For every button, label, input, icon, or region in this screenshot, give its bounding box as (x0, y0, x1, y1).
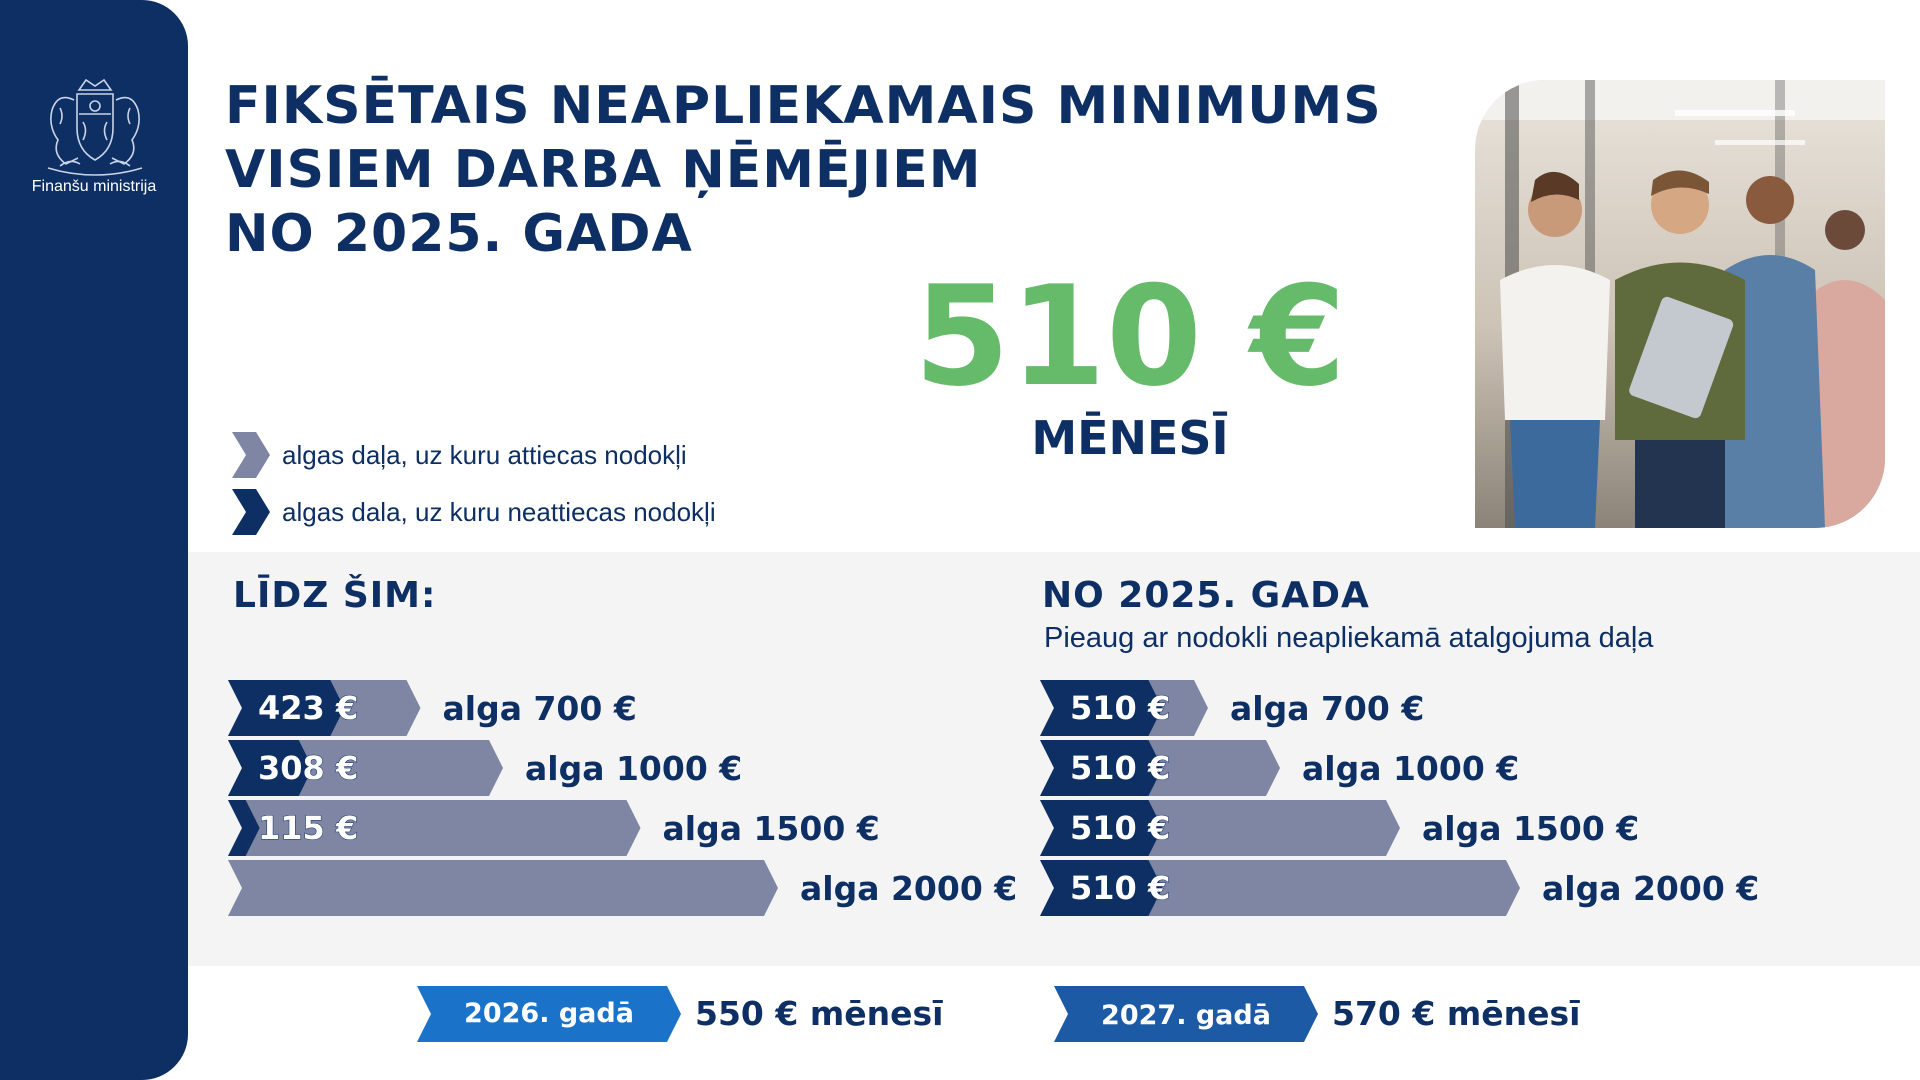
left-bar-value-1: 308 € (258, 749, 359, 787)
legend-item-untaxed (230, 489, 716, 535)
left-bar-category-0: alga 700 € (442, 689, 637, 728)
future-2027 (1054, 986, 1594, 1042)
right-bar-category-1: alga 1000 € (1302, 749, 1520, 788)
future-2026-year: 2026. gadā (464, 998, 634, 1029)
title-line-3: NO 2025. GADA (225, 204, 693, 264)
left-bar-value-2: 115 € (258, 809, 359, 847)
chart-right-title: NO 2025. GADA (1042, 575, 1370, 616)
left-bar-value-0: 423 € (258, 689, 359, 727)
right-bar-value-1: 510 € (1070, 749, 1171, 787)
left-bar-taxed-3 (228, 860, 778, 916)
right-bar-category-3: alga 2000 € (1542, 869, 1760, 908)
legend-label-taxed: algas daļa, uz kuru attiecas nodokļi (282, 439, 687, 470)
chevron-dark-icon (230, 489, 272, 535)
ministry-name: Finanšu ministrija (31, 178, 157, 195)
left-bar-category-1: alga 1000 € (525, 749, 743, 788)
team-photo-illustration (1475, 80, 1885, 528)
highlight-amount: 510 € (913, 256, 1347, 417)
left-bar-category-3: alga 2000 € (800, 869, 1018, 908)
chart-left (228, 680, 1108, 940)
coat-of-arms-icon (30, 70, 160, 178)
title-line-2: VISIEM DARBA ŅĒMĒJIEM (225, 140, 982, 200)
chart-right-subtitle: Pieaug ar nodokli neapliekamā atalgojuma daļa (1044, 622, 1654, 654)
team-photo (1475, 80, 1885, 528)
future-2026 (417, 986, 957, 1042)
chevron-light-icon (230, 432, 272, 478)
page-title (225, 74, 1382, 266)
future-2026-value: 550 € mēnesī (695, 994, 944, 1033)
right-bar-value-3: 510 € (1070, 869, 1171, 907)
chart-right (1040, 680, 1920, 940)
future-2027-value: 570 € mēnesī (1332, 994, 1581, 1033)
left-bar-category-2: alga 1500 € (662, 809, 880, 848)
future-2027-year: 2027. gadā (1101, 1000, 1271, 1031)
right-bar-value-0: 510 € (1070, 689, 1171, 727)
right-bar-category-0: alga 700 € (1230, 689, 1425, 728)
title-line-1: FIKSĒTAIS NEAPLIEKAMAIS MINIMUMS (225, 76, 1382, 136)
highlight-unit: MĒNESĪ (1031, 411, 1229, 465)
chart-left-title: LĪDZ ŠIM: (233, 575, 437, 616)
right-bar-category-2: alga 1500 € (1422, 809, 1640, 848)
sidebar (0, 0, 188, 1080)
right-bar-value-2: 510 € (1070, 809, 1171, 847)
legend-item-taxed (230, 432, 687, 478)
legend-label-untaxed: algas dala, uz kuru neattiecas nodokļi (282, 496, 716, 527)
